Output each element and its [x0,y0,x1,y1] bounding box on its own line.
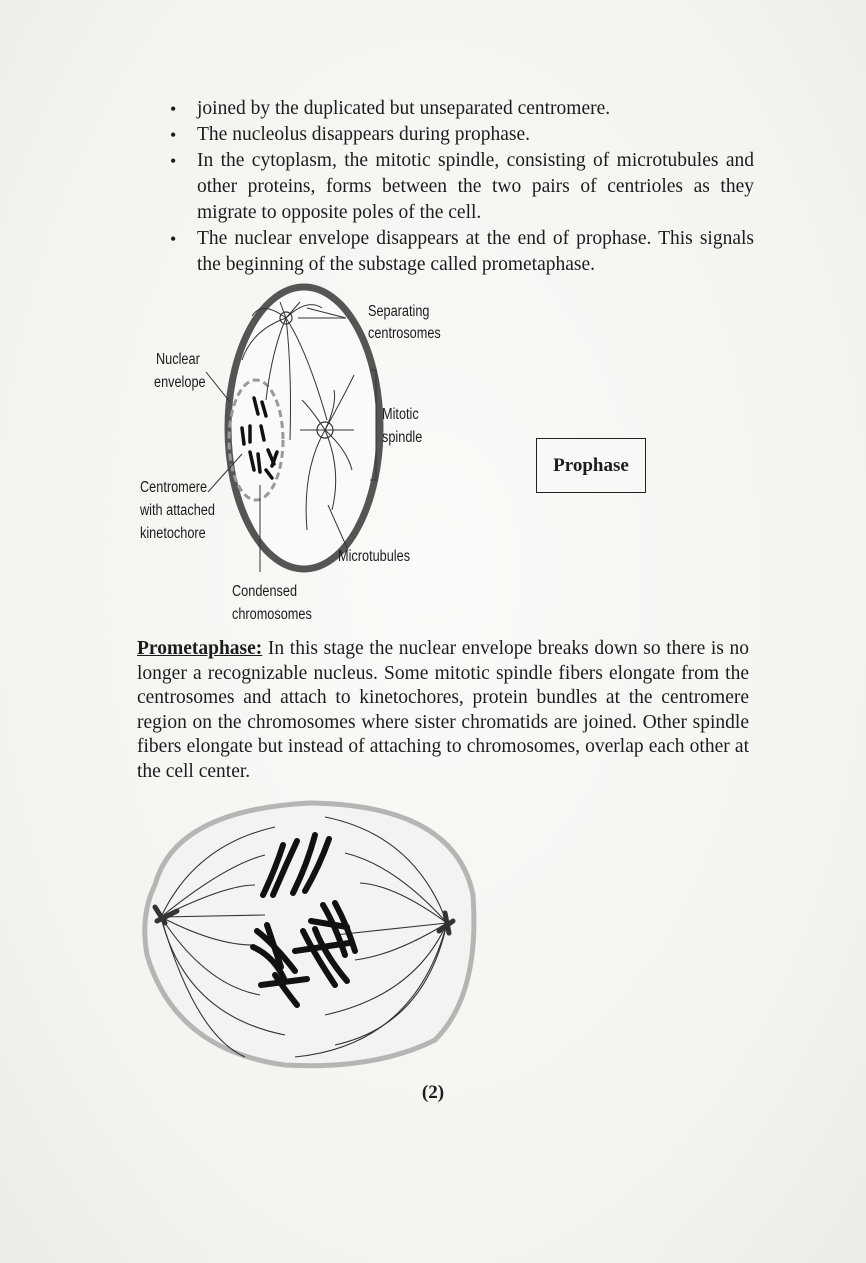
page-number: (2) [421,1082,445,1103]
bullet-dot: • [170,151,177,171]
label-chromosomes: chromosomes [232,606,312,623]
bullet-dot: • [170,229,177,249]
prophase-diagram [132,280,462,630]
label-microtubules: Microtubules [338,548,411,565]
label-kinetochore: kinetochore [140,525,206,542]
prometaphase-diagram [135,795,480,1075]
label-centrosomes: centrosomes [368,325,441,342]
bullet-item [168,226,754,278]
label-with-attached: with attached [140,502,215,519]
bullet-text: The nuclear envelope disappears at the end of prophase. This signals the beginning of the substage called prometaphase. [197,228,754,275]
bullet-text: joined by the duplicated but unseparated centromere. [197,98,611,119]
bullet-text: The nucleolus disappears during prophase. [197,124,531,145]
label-mitotic: Mitotic [382,406,419,423]
prometaphase-heading: Prometaphase: [137,638,263,659]
prometaphase-cell-drawing [135,795,480,1075]
label-centromere: Centromere [140,479,208,496]
label-nuclear: Nuclear [156,351,200,368]
bullet-item [168,122,754,148]
bullet-text: In the cytoplasm, the mitotic spindle, consisting of microtubules and other proteins, forms between the two pairs of centrioles as they migrate to opposite poles of the cell. [197,150,754,223]
label-separating: Separating [368,303,430,320]
prometaphase-cell-membrane [145,803,474,1066]
label-spindle: spindle [382,429,423,446]
label-condensed: Condensed [232,583,298,600]
label-envelope: envelope [154,374,206,391]
prophase-caption-box: Prophase [536,438,646,493]
bullet-item [168,96,754,122]
bullet-dot: • [170,99,177,119]
bullet-item [168,148,754,226]
bullet-dot: • [170,125,177,145]
prometaphase-paragraph [137,637,749,785]
bullet-list [168,96,754,278]
prometaphase-text: In this stage the nuclear envelope breaks down so there is no longer a recognizable nucleus. Some mitotic spindle fibers elongate from the centrosomes and attach to kinetochores, protein bundles at the centromere region on the chromosomes where sister chromatids are joined. Other spindle fibers elongate but instead of attaching to chromosomes, overlap each other at the cell center. [137,638,749,782]
